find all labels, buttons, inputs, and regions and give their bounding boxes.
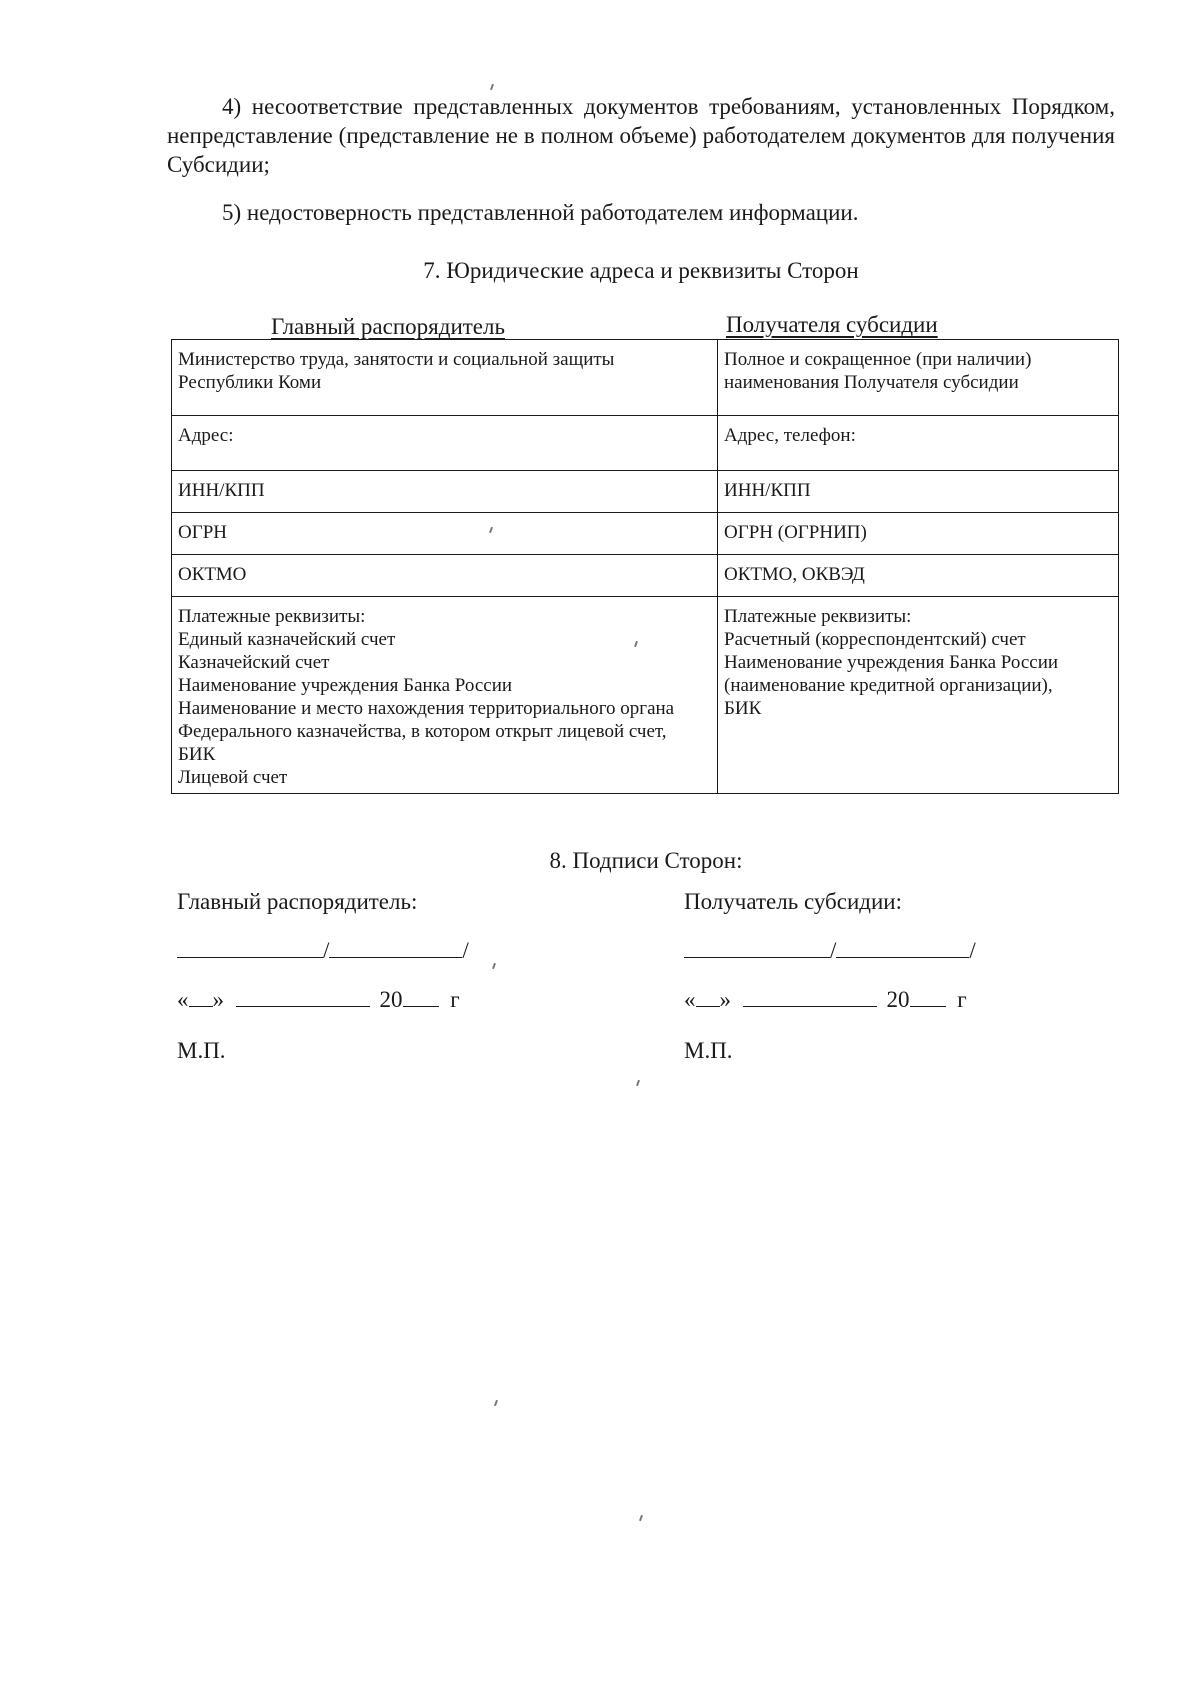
left-year-suffix: г	[450, 987, 460, 1012]
requisites-row	[172, 513, 1119, 555]
left-signature-line[interactable]	[177, 935, 469, 965]
right-cell-line: ОГРН (ОГРНИП)	[724, 522, 867, 543]
right-cell-line: Платежные реквизиты:	[724, 606, 912, 627]
right-name-blank[interactable]	[836, 935, 969, 958]
left-signature-slash-2: /	[462, 938, 469, 963]
right-signature-line[interactable]	[684, 935, 976, 965]
ground-item-4: 4) несоответствие представленных документов требованиям, установленных Порядком, непредставление (представление не в полном объеме) работодателем документов для получения Субсидии;	[167, 94, 1115, 177]
section-8-title: 8. Подписи Сторон:	[549, 848, 743, 873]
left-cell-line: Лицевой счет	[178, 767, 288, 788]
left-signature-blank[interactable]	[177, 935, 323, 958]
right-cell-line: Расчетный (корреспондентский) счет	[724, 629, 1026, 650]
left-column-header-text: Главный распорядитель	[271, 314, 505, 339]
right-cell-line: ИНН/КПП	[724, 480, 811, 501]
left-month-blank[interactable]	[236, 984, 370, 1007]
right-signature-slash-2: /	[969, 938, 976, 963]
left-cell-line: Министерство труда, занятости и социальной защиты	[178, 349, 615, 370]
left-cell-line: Республики Коми	[178, 372, 322, 393]
left-cell-line: ОГРН	[178, 522, 227, 543]
left-cell-line: ОКТМО	[178, 564, 247, 585]
right-column-header	[726, 310, 938, 339]
right-cell-line: наименования Получателя субсидии	[724, 372, 1019, 393]
left-cell-line: Федерального казначейства, в котором открыт лицевой счет,	[178, 721, 667, 742]
left-cell-line: Платежные реквизиты:	[178, 606, 366, 627]
requisites-row	[172, 555, 1119, 597]
scan-speck	[490, 84, 494, 90]
right-party-cell	[718, 471, 1119, 513]
left-day-blank[interactable]	[189, 984, 213, 1007]
left-date-quote-close: »	[212, 987, 224, 1012]
left-name-blank[interactable]	[329, 935, 462, 958]
right-party-cell	[718, 416, 1119, 471]
right-party-cell	[718, 555, 1119, 597]
left-cell-line: Казначейский счет	[178, 652, 330, 673]
left-cell-line: ИНН/КПП	[178, 480, 265, 501]
requisites-table-body	[172, 340, 1119, 794]
left-year-prefix: 20	[379, 987, 403, 1012]
left-date-line[interactable]	[177, 984, 460, 1014]
right-cell-line: Полное и сокращенное (при наличии)	[724, 349, 1032, 370]
left-cell-line: БИК	[178, 744, 216, 765]
right-party-cell	[718, 340, 1119, 416]
right-cell-line: ОКТМО, ОКВЭД	[724, 564, 865, 585]
requisites-row	[172, 471, 1119, 513]
requisites-row	[172, 416, 1119, 471]
requisites-row	[172, 340, 1119, 416]
right-cell-line: Наименование учреждения Банка России	[724, 652, 1059, 673]
left-party-label: Главный распорядитель:	[177, 889, 418, 914]
left-party-cell	[172, 340, 718, 416]
left-cell-line: Наименование и место нахождения территориального органа	[178, 698, 675, 719]
right-year-prefix: 20	[886, 987, 910, 1012]
right-cell-line: (наименование кредитной организации),	[724, 675, 1053, 696]
left-date-quote-open: «	[177, 987, 189, 1012]
right-year-suffix: г	[957, 987, 967, 1012]
right-signature-blank[interactable]	[684, 935, 830, 958]
requisites-row	[172, 597, 1119, 794]
left-party-cell	[172, 416, 718, 471]
scan-speck	[639, 1515, 643, 1521]
left-party-cell	[172, 471, 718, 513]
scan-speck	[636, 1080, 640, 1086]
left-signature-slash-1: /	[323, 938, 330, 963]
requisites-table	[171, 339, 1119, 794]
right-party-label: Получатель субсидии:	[684, 889, 902, 914]
right-stamp-label: М.П.	[684, 1038, 733, 1063]
left-stamp-label: М.П.	[177, 1038, 226, 1063]
right-date-quote-close: »	[719, 987, 731, 1012]
right-column-header-text: Получателя субсидии	[726, 312, 938, 337]
scan-speck	[492, 963, 496, 969]
left-year-blank[interactable]	[403, 984, 439, 1007]
right-cell-line: БИК	[724, 698, 762, 719]
right-signature-slash-1: /	[830, 938, 837, 963]
left-party-cell	[172, 555, 718, 597]
left-party-cell	[172, 597, 718, 794]
left-cell-line: Единый казначейский счет	[178, 629, 396, 650]
right-party-cell	[718, 597, 1119, 794]
scan-speck	[494, 1400, 498, 1406]
right-year-blank[interactable]	[910, 984, 946, 1007]
right-cell-line: Адрес, телефон:	[724, 425, 856, 446]
left-cell-line: Адрес:	[178, 425, 234, 446]
left-column-header	[271, 312, 505, 341]
right-date-quote-open: «	[684, 987, 696, 1012]
right-party-cell	[718, 513, 1119, 555]
right-month-blank[interactable]	[743, 984, 877, 1007]
section-7-title: 7. Юридические адреса и реквизиты Сторон	[423, 258, 859, 283]
left-party-cell	[172, 513, 718, 555]
ground-item-5: 5) недостоверность представленной работодателем информации.	[222, 200, 859, 225]
right-day-blank[interactable]	[696, 984, 720, 1007]
left-cell-line: Наименование учреждения Банка России	[178, 675, 513, 696]
right-date-line[interactable]	[684, 984, 967, 1014]
